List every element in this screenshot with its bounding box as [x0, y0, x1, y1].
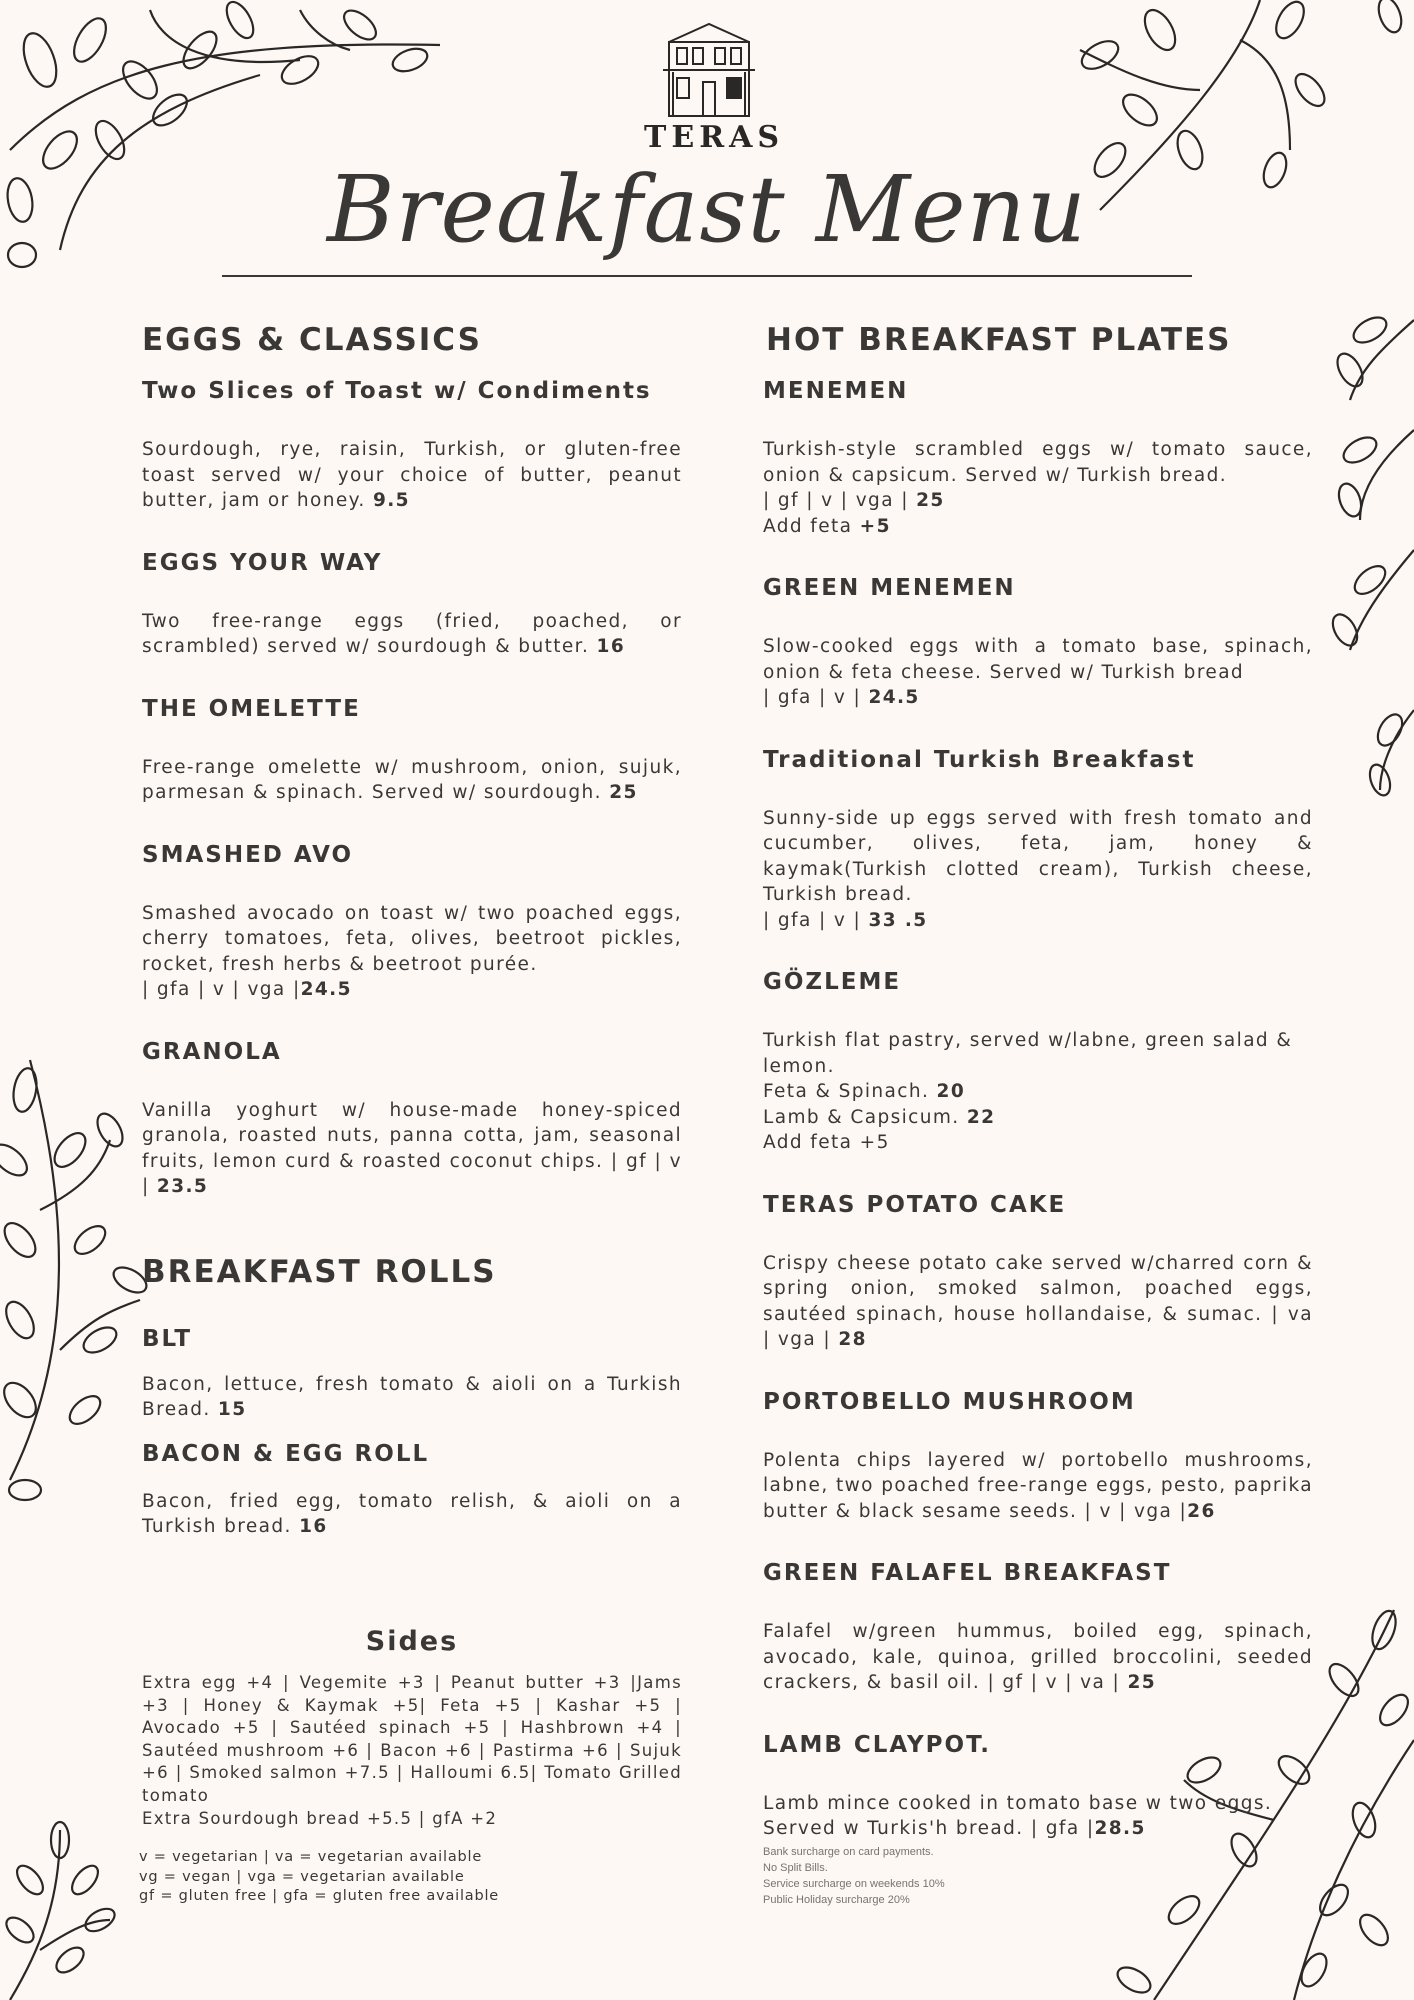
- menu-item: [763, 1389, 1313, 1525]
- menu-item-name: BACON & EGG ROLL: [142, 1440, 430, 1467]
- menu-item-name: GREEN FALAFEL BREAKFAST: [763, 1560, 1172, 1586]
- sides-list: [142, 1672, 682, 1830]
- breakfast-rolls-section: [142, 1254, 682, 1540]
- menu-item-name: PORTOBELLO MUSHROOM: [763, 1388, 1136, 1415]
- house-logo-icon: [659, 20, 759, 118]
- menu-item-tags: | gf | v | vga | 25: [763, 490, 945, 511]
- menu-item-option: Lamb & Capsicum. 22: [763, 1106, 996, 1128]
- menu-item-price: 28: [838, 1329, 867, 1350]
- section-title: BREAKFAST ROLLS: [142, 1253, 497, 1290]
- menu-item-description: Polenta chips layered w/ portobello mushrooms, labne, two poached free-range eggs, pesto, paprika butter & black sesame seeds. | v | vga |26: [763, 1449, 1313, 1522]
- menu-item-price: 16: [299, 1516, 328, 1537]
- menu-item: [763, 1560, 1313, 1696]
- sides-title: Sides: [365, 1626, 459, 1657]
- menu-item-addon: Add feta +5: [763, 515, 891, 537]
- note-line: Bank surcharge on card payments.: [763, 1846, 934, 1858]
- menu-item-price: 24.5: [300, 979, 352, 1000]
- menu-item-description: Sourdough, rye, raisin, Turkish, or gluten-free toast served w/ your choice of butter, peanut butter, jam or honey. 9.5: [142, 439, 682, 511]
- menu-item-name: Traditional Turkish Breakfast: [763, 746, 1196, 773]
- legend-line: vg = vegan | vga = vegetarian available: [139, 1868, 465, 1885]
- payment-notes: [763, 1844, 1023, 1908]
- sides-items: Extra egg +4 | Vegemite +3 | Peanut butter +3 |Jams +3 | Honey & Kaymak +5| Feta +5 | Kashar +5 | Avocado +5 | Sautéed spinach +5 | Hashbrown +4 | Sautéed mushroom +6 | Bacon +6 | Pastirma +6 | Sujuk +6 | Smoked salmon +7.5 | Halloumi 6.5| Tomato Grilled tomato: [142, 1673, 682, 1805]
- menu-item-description: Crispy cheese potato cake served w/charred corn & spring onion, smoked salmon, poached eggs, sautéed spinach, house hollandaise, & sumac. | va | vga | 28: [763, 1252, 1313, 1350]
- menu-item: [763, 747, 1313, 934]
- menu-item: [763, 1192, 1313, 1353]
- note-line: Service surcharge on weekends 10%: [763, 1878, 945, 1890]
- menu-item: [763, 378, 1313, 539]
- menu-item-price: 9.5: [372, 490, 410, 511]
- menu-item-price: 23.5: [156, 1176, 209, 1197]
- menu-item-name: GÖZLEME: [763, 969, 902, 995]
- page-title: Breakfast Menu: [326, 156, 1088, 263]
- menu-item-name: BLT: [142, 1325, 193, 1352]
- menu-item: [142, 550, 682, 660]
- menu-item: [142, 1326, 682, 1423]
- menu-item-name: SMASHED AVO: [142, 841, 354, 868]
- menu-item-name: Two Slices of Toast w/ Condiments: [142, 378, 652, 404]
- menu-item-description: Turkish-style scrambled eggs w/ tomato sauce, onion & capsicum. Served w/ Turkish bread.: [763, 439, 1313, 486]
- menu-item-name: LAMB CLAYPOT.: [763, 1731, 992, 1758]
- menu-item-price: 25: [916, 490, 945, 511]
- leaf-branch-decoration-left: [0, 1050, 150, 1530]
- menu-item-tags: | gfa | v | 24.5: [763, 687, 920, 708]
- note-line: Public Holiday surcharge 20%: [763, 1894, 910, 1906]
- sides-extra: Extra Sourdough bread +5.5 | gfA +2: [142, 1808, 498, 1828]
- menu-item-description: Bacon, fried egg, tomato relish, & aioli on a Turkish bread. 16: [142, 1490, 682, 1537]
- brand-logo: [644, 20, 785, 155]
- menu-item-description: Two free-range eggs (fried, poached, or scrambled) served w/ sourdough & butter. 16: [142, 610, 682, 657]
- menu-item-price: 25: [1127, 1672, 1157, 1693]
- menu-item-description: Lamb mince cooked in tomato base w two eggs. Served w Turkis'h bread. | gfa |28.5: [763, 1792, 1273, 1839]
- menu-item: [142, 1039, 682, 1200]
- menu-item-description: Falafel w/green hummus, boiled egg, spinach, avocado, kale, quinoa, grilled broccolini, seeded crackers, & basil oil. | gf | v | va | 25: [763, 1621, 1313, 1693]
- menu-item-name: EGGS YOUR WAY: [142, 549, 383, 576]
- leaf-branch-decoration-right: [1320, 290, 1414, 810]
- title-divider: [222, 275, 1192, 277]
- menu-item-price: 15: [217, 1399, 247, 1420]
- dietary-legend: [139, 1848, 559, 1907]
- menu-item-name: GRANOLA: [142, 1038, 282, 1065]
- menu-item: [142, 378, 682, 514]
- menu-item-description: Turkish flat pastry, served w/labne, green salad & lemon.: [763, 1030, 1293, 1077]
- menu-item-addon: Add feta +5: [763, 1132, 890, 1153]
- menu-item: [142, 842, 682, 1003]
- menu-item-description: Sunny-side up eggs served with fresh tomato and cucumber, olives, feta, jam, honey & kaymak(Turkish clotted cream), Turkish cheese, Turkish bread.: [763, 807, 1313, 905]
- menu-item-description: Slow-cooked eggs with a tomato base, spinach, onion & feta cheese. Served w/ Turkish bread: [763, 636, 1313, 683]
- menu-item-description: Vanilla yoghurt w/ house-made honey-spiced granola, roasted nuts, panna cotta, jam, seasonal fruits, lemon curd & roasted coconut chips. | gf | v | 23.5: [142, 1099, 682, 1197]
- menu-item-name: THE OMELETTE: [142, 695, 361, 722]
- menu-item: [142, 1441, 682, 1540]
- menu-item-price: 26: [1187, 1500, 1216, 1522]
- menu-item-price: 28.5: [1094, 1818, 1146, 1839]
- menu-item-tags: | gfa | v | 33 .5: [763, 909, 928, 931]
- menu-item: [763, 1732, 1313, 1842]
- menu-item-name: GREEN MENEMEN: [763, 575, 1016, 601]
- legend-line: gf = gluten free | gfa = gluten free available: [139, 1888, 500, 1904]
- menu-item-name: TERAS POTATO CAKE: [763, 1191, 1067, 1218]
- menu-item: [142, 696, 682, 806]
- eggs-and-classics-section: [142, 322, 682, 1540]
- leaf-branch-decoration-bottom-left: [0, 1820, 130, 2000]
- menu-item: [763, 969, 1313, 1156]
- menu-item-name: MENEMEN: [763, 378, 909, 404]
- menu-item-description: Smashed avocado on toast w/ two poached eggs, cherry tomatoes, feta, olives, beetroot pickles, rocket, fresh herbs & beetroot purée.: [142, 902, 682, 975]
- menu-item-description: Free-range omelette w/ mushroom, onion, sujuk, parmesan & spinach. Served w/ sourdough. 25: [142, 756, 682, 803]
- menu-item: [763, 575, 1313, 711]
- hot-breakfast-plates-section: [763, 322, 1313, 1842]
- menu-item-price: 24.5: [868, 687, 920, 708]
- brand-name: TERAS: [644, 120, 785, 155]
- section-title: HOT BREAKFAST PLATES: [766, 322, 1232, 358]
- menu-item-option: Feta & Spinach. 20: [763, 1081, 966, 1102]
- menu-item-tags: | gfa | v | vga |24.5: [142, 979, 352, 1000]
- menu-item-description: Bacon, lettuce, fresh tomato & aioli on a Turkish Bread. 15: [142, 1373, 682, 1420]
- menu-item-price: 33 .5: [868, 909, 928, 931]
- section-title: EGGS & CLASSICS: [142, 322, 482, 358]
- menu-item-price: 16: [596, 636, 626, 657]
- menu-item-price: 25: [609, 782, 638, 803]
- note-line: No Split Bills.: [763, 1862, 828, 1874]
- legend-line: v = vegetarian | va = vegetarian available: [139, 1849, 483, 1865]
